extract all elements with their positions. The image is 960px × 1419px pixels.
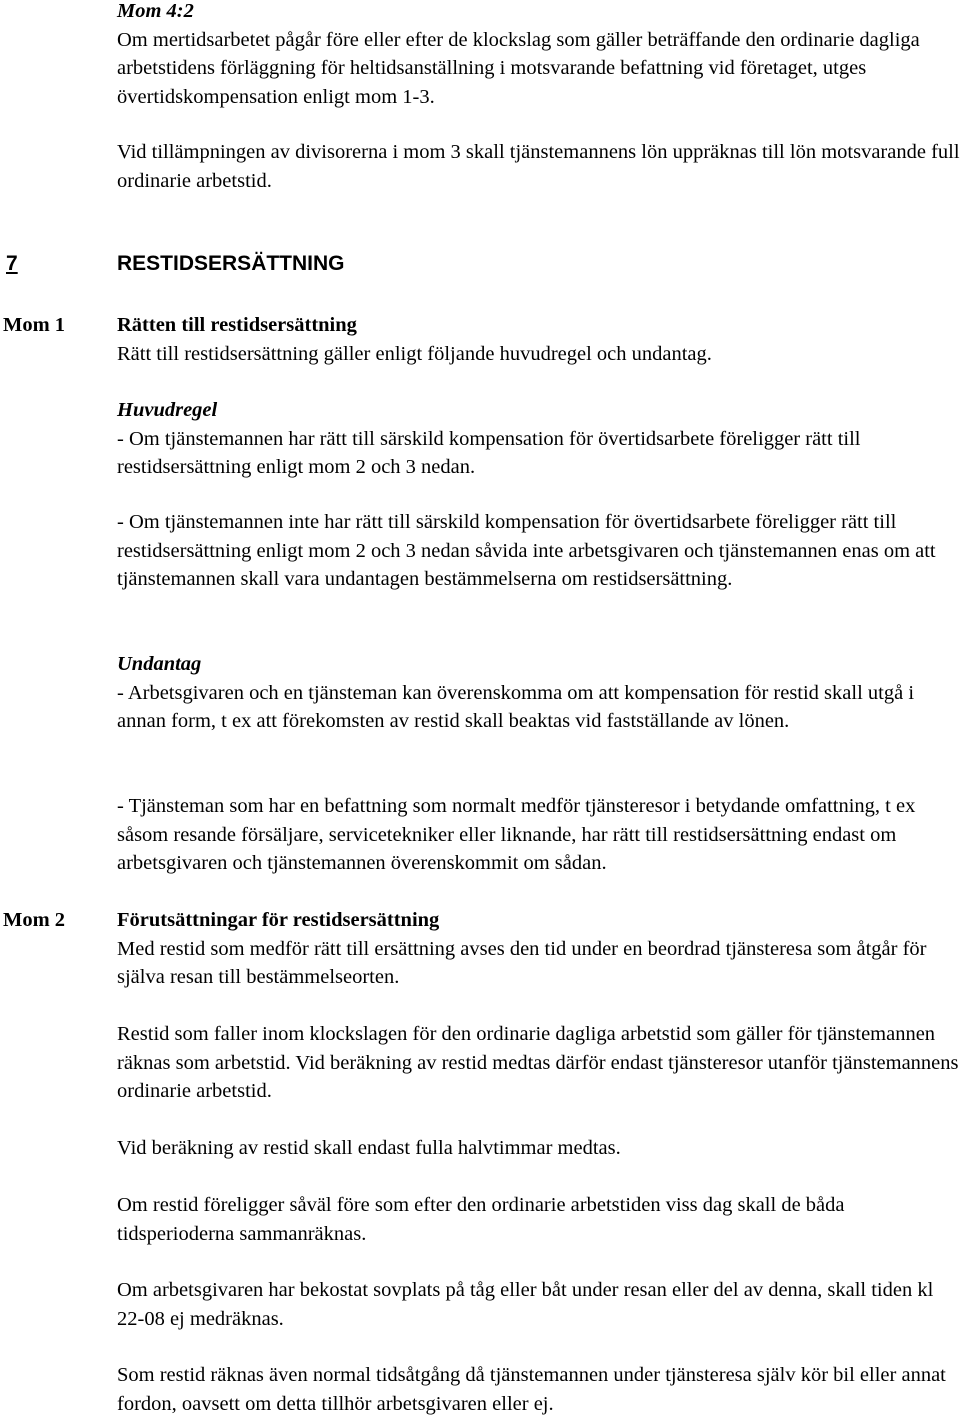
mom-2-paragraph: Restid som faller inom klockslagen för den ordinarie dagliga arbetstid som gäller för tjänstemannen räknas som arbetstid. Vid beräkning av restid medtas därför endast tjänsteresor utanför tjänstemannens ordinarie arbetstid. xyxy=(117,1023,959,1103)
mom-4-2-block xyxy=(117,0,960,111)
undantag-heading: Undantag xyxy=(117,653,202,675)
mom-2-block-4 xyxy=(117,1191,960,1248)
huvudregel-heading: Huvudregel xyxy=(117,399,218,421)
mom-2-heading: Förutsättningar för restidsersättning xyxy=(117,909,440,931)
undantag-paragraph: - Arbetsgivaren och en tjänsteman kan överenskomma om att kompensation för restid skall utgå i annan form, t ex att förekomsten av restid skall beaktas vid fastställande av lönen. xyxy=(117,681,915,733)
huvudregel-block-2 xyxy=(117,508,960,594)
mom-2-block-6 xyxy=(117,1361,960,1418)
mom-4-2-block-2 xyxy=(117,138,960,195)
section-number: 7 xyxy=(6,252,18,275)
mom-4-2-heading: Mom 4:2 xyxy=(117,0,194,22)
huvudregel-paragraph: - Om tjänstemannen inte har rätt till särskild kompensation för övertidsarbete föreligger rätt till restidsersättning enligt mom 2 och 3 nedan såvida inte arbetsgivaren och tjänstemannen enas om att tjänstemannen skall vara undantagen bestämmelserna om restidsersättning. xyxy=(117,511,936,591)
mom-1-block xyxy=(117,311,960,368)
mom-2-paragraph: Som restid räknas även normal tidsåtgång då tjänstemannen under tjänsteresa själv kör bil eller annat fordon, oavsett om detta tillhör arbetsgivaren eller ej. xyxy=(117,1364,946,1415)
mom-2-paragraph: Om restid föreligger såväl före som efter den ordinarie arbetstiden viss dag skall de båda tidsperioderna sammanräknas. xyxy=(117,1194,845,1245)
huvudregel-block xyxy=(117,396,960,482)
mom-2-block-5 xyxy=(117,1276,960,1333)
mom-2-block-3 xyxy=(117,1134,960,1163)
mom-4-2-paragraph: Vid tillämpningen av divisorerna i mom 3 skall tjänstemannens lön uppräknas till lön motsvarande full ordinarie arbetstid. xyxy=(117,141,960,192)
mom-2-paragraph: Om arbetsgivaren har bekostat sovplats på tåg eller båt under resan eller del av denna, skall tiden kl 22-08 ej medräknas. xyxy=(117,1279,934,1330)
undantag-block-2 xyxy=(117,792,960,878)
section-title: RESTIDSERSÄTTNING xyxy=(117,252,345,275)
mom-1-intro: Rätt till restidsersättning gäller enligt följande huvudregel och undantag. xyxy=(117,342,712,365)
mom-4-2-paragraph: Om mertidsarbetet pågår före eller efter de klockslag som gäller beträffande den ordinarie dagliga arbetstidens förläggning för heltidsanställning i motsvarande befattning vid företaget, utges övertidskompensation enligt mom 1-3. xyxy=(117,28,920,108)
mom-2-label: Mom 2 xyxy=(3,909,66,931)
mom-2-paragraph: Vid beräkning av restid skall endast fulla halvtimmar medtas. xyxy=(117,1137,621,1159)
mom-2-paragraph: Med restid som medför rätt till ersättning avses den tid under en beordrad tjänsteresa som åtgår för själva resan till bestämmelseorten. xyxy=(117,937,927,989)
undantag-paragraph: - Tjänsteman som har en befattning som normalt medför tjänsteresor i betydande omfattning, t ex såsom resande försäljare, servicetekniker eller liknande, har rätt till restidsersättning endast om arbetsgivaren och tjänstemannen överenskommit om sådan. xyxy=(117,795,916,875)
mom-2-block-2 xyxy=(117,1020,960,1106)
mom-1-heading: Rätten till restidsersättning xyxy=(117,314,357,336)
mom-2-block xyxy=(117,906,960,992)
undantag-block xyxy=(117,650,960,736)
mom-1-label: Mom 1 xyxy=(3,314,66,336)
huvudregel-paragraph: - Om tjänstemannen har rätt till särskild kompensation för övertidsarbete föreligger rätt till restidsersättning enligt mom 2 och 3 nedan. xyxy=(117,427,861,479)
